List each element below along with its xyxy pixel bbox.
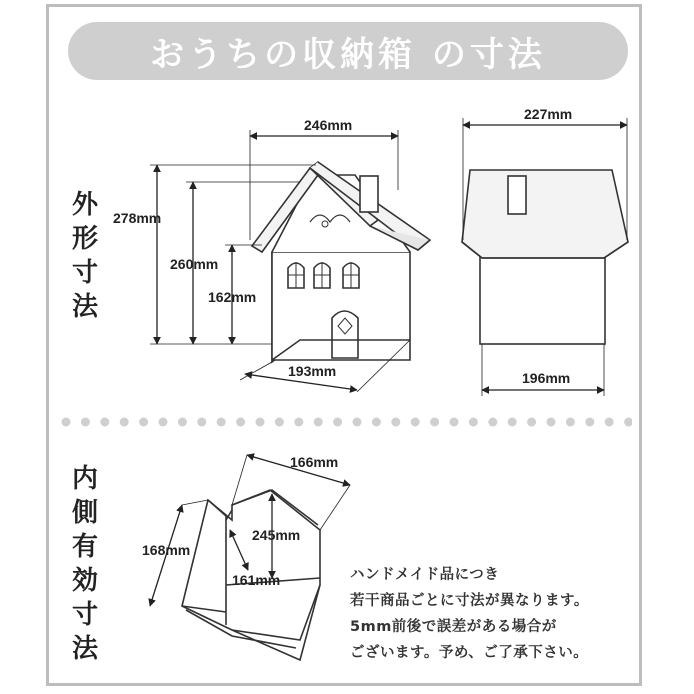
divider-dot bbox=[353, 418, 362, 427]
divider-dot bbox=[120, 418, 129, 427]
inner-label-char: 有 bbox=[72, 532, 99, 562]
note-line: ございます。予め、ご了承下さい。 bbox=[350, 645, 589, 661]
page-title: おうちの収納箱 の寸法 bbox=[150, 34, 546, 75]
divider-dot bbox=[197, 418, 206, 427]
divider-dot bbox=[488, 418, 497, 427]
divider-dot bbox=[585, 418, 594, 427]
inner-height-label: 245mm bbox=[252, 527, 301, 543]
outer-label-char: 寸 bbox=[72, 258, 99, 288]
divider-dot bbox=[159, 418, 168, 427]
total-height-label: 278mm bbox=[113, 210, 162, 226]
divider-dot bbox=[411, 418, 420, 427]
inner-width-label: 166mm bbox=[290, 454, 339, 470]
divider-dot bbox=[469, 418, 478, 427]
note-line: 5mm前後で誤差がある場合が bbox=[350, 619, 557, 635]
inner-label-char: 効 bbox=[72, 566, 99, 596]
front-width-label: 246mm bbox=[304, 117, 353, 133]
divider-dot bbox=[62, 418, 71, 427]
inner-label-char: 側 bbox=[72, 498, 99, 528]
section-divider bbox=[60, 416, 632, 428]
divider-dot bbox=[391, 418, 400, 427]
inner-label-char: 寸 bbox=[72, 600, 99, 630]
side-bottom-label: 196mm bbox=[522, 370, 571, 386]
divider-dot bbox=[372, 418, 381, 427]
divider-dot bbox=[178, 418, 187, 427]
divider-dot bbox=[139, 418, 148, 427]
depth-label: 193mm bbox=[288, 363, 337, 379]
wall-height-label: 162mm bbox=[208, 289, 257, 305]
divider-dot bbox=[333, 418, 342, 427]
divider-dot bbox=[450, 418, 459, 427]
note-line: ハンドメイド品につき bbox=[350, 567, 500, 583]
outer-label-char: 法 bbox=[72, 292, 99, 322]
inner-label-char: 法 bbox=[72, 634, 99, 664]
divider-dot bbox=[605, 418, 614, 427]
divider-dot bbox=[256, 418, 265, 427]
divider-dot bbox=[217, 418, 226, 427]
inner-depth-label: 168mm bbox=[142, 542, 191, 558]
divider-dot bbox=[430, 418, 439, 427]
outer-label-char: 形 bbox=[72, 224, 99, 254]
divider-dot bbox=[624, 418, 632, 427]
note-line: 若干商品ごとに寸法が異なります。 bbox=[350, 593, 589, 609]
divider-dot bbox=[100, 418, 109, 427]
divider-dot bbox=[547, 418, 556, 427]
side-width-label: 227mm bbox=[524, 106, 573, 122]
house-front-drawing bbox=[252, 162, 430, 362]
house-side-drawing bbox=[462, 170, 628, 344]
divider-dot bbox=[294, 418, 303, 427]
divider-dot bbox=[527, 418, 536, 427]
divider-dot bbox=[81, 418, 90, 427]
inner-label-char: 内 bbox=[72, 464, 99, 494]
divider-dot bbox=[275, 418, 284, 427]
divider-dot bbox=[508, 418, 517, 427]
divider-dot bbox=[314, 418, 323, 427]
handmade-note bbox=[350, 562, 640, 666]
divider-dot bbox=[236, 418, 245, 427]
divider-dot bbox=[566, 418, 575, 427]
outer-label-char: 外 bbox=[72, 190, 99, 220]
inner-wall-label: 161mm bbox=[232, 572, 281, 588]
eave-height-label: 260mm bbox=[170, 256, 219, 272]
